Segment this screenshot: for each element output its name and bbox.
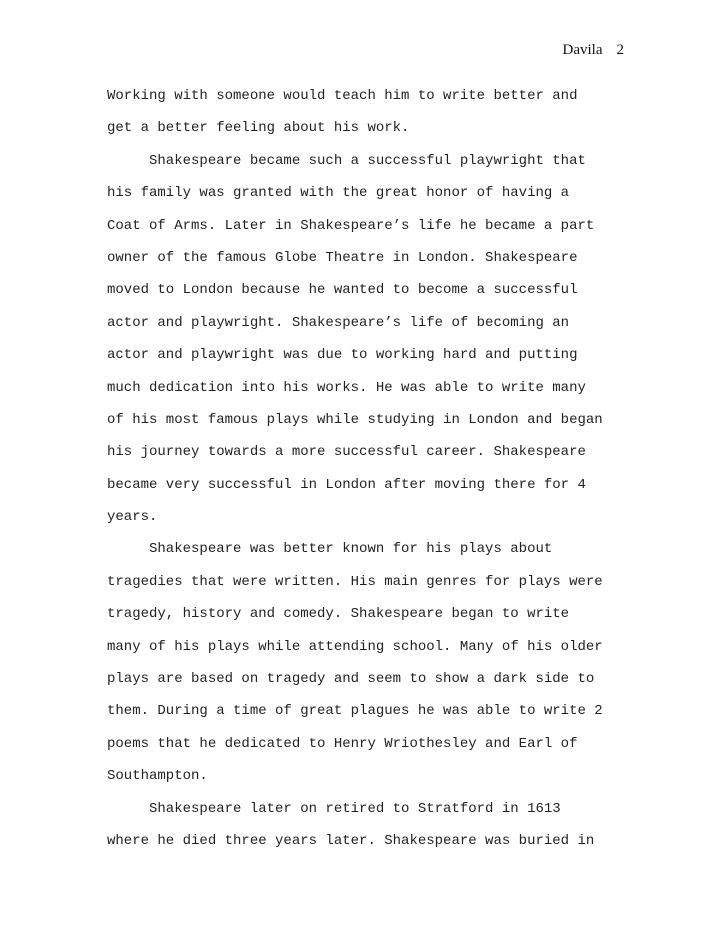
text-line: became very successful in London after moving there for 4: [107, 476, 586, 493]
text-line: many of his plays while attending school. Many of his older: [107, 638, 603, 655]
text-line: actor and playwright was due to working hard and putting: [107, 347, 578, 364]
text-line: plays are based on tragedy and seem to show a dark side to: [107, 671, 595, 688]
text-line: where he died three years later. Shakespeare was buried in: [107, 832, 595, 849]
text-line: tragedies that were written. His main genres for plays were: [107, 573, 603, 590]
body-text: [107, 80, 603, 857]
text-line: owner of the famous Globe Theatre in London. Shakespeare: [107, 249, 578, 266]
text-line: his family was granted with the great honor of having a: [107, 185, 570, 202]
text-line: moved to London because he wanted to become a successful: [107, 282, 578, 299]
text-line: Working with someone would teach him to write better and: [107, 88, 578, 104]
text-line: Southampton.: [107, 768, 208, 785]
header-author: Davila: [562, 42, 603, 58]
text-line: poems that he dedicated to Henry Wriothesley and Earl of: [107, 735, 578, 752]
text-line: tragedy, history and comedy. Shakespeare began to write: [107, 606, 570, 623]
text-line: of his most famous plays while studying in London and began: [107, 411, 603, 428]
text-line: actor and playwright. Shakespeare’s life of becoming an: [107, 314, 570, 331]
text-line: Coat of Arms. Later in Shakespeare’s life he became a part: [107, 217, 595, 234]
text-line: get a better feeling about his work.: [107, 120, 410, 137]
text-line: his journey towards a more successful career. Shakespeare: [107, 444, 586, 461]
text-line: much dedication into his works. He was able to write many: [107, 379, 586, 396]
text-line: years.: [107, 509, 158, 526]
text-line: Shakespeare was better known for his plays about: [107, 541, 553, 558]
text-line: Shakespeare became such a successful playwright that: [107, 152, 586, 169]
text-line: them. During a time of great plagues he was able to write 2: [107, 703, 603, 720]
page-header: [563, 42, 624, 59]
text-line: Shakespeare later on retired to Stratford in 1613: [107, 800, 561, 817]
header-page-number: 2: [616, 42, 624, 58]
